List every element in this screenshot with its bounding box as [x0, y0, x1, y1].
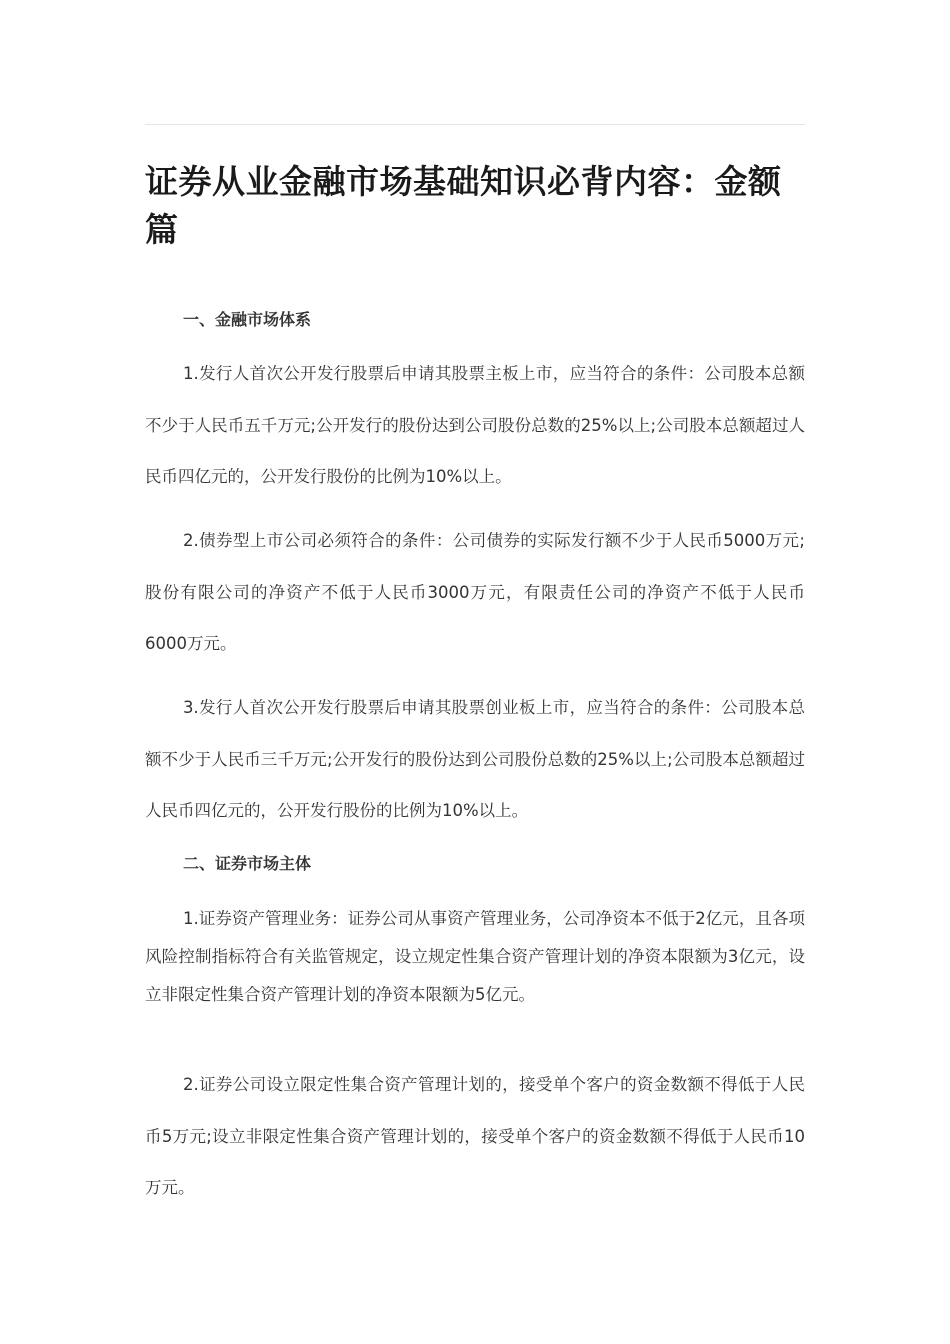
article-title: 证券从业金融市场基础知识必背内容：金额篇 — [145, 162, 782, 249]
paragraph-gem-listing: 3.发行人首次公开发行股票后申请其股票创业板上市，应当符合的条件：公司股本总额不少于人民币三千万元;公开发行的股份达到公司股份总数的25%以上;公司股本总额超过人民币四亿元的，公开发行股份的比例为10%以上。 — [145, 698, 805, 820]
section-heading-securities-market-entities: 二、证券市场主体 — [183, 854, 312, 873]
document-page — [145, 0, 805, 1344]
paragraph-main-board-listing: 1.发行人首次公开发行股票后申请其股票主板上市，应当符合的条件：公司股本总额不少于人民币五千万元;公开发行的股份达到公司股份总数的25%以上;公司股本总额超过人民币四亿元的，公开发行股份的比例为10%以上。 — [145, 364, 805, 486]
paragraph-asset-management-business: 1.证券资产管理业务：证券公司从事资产管理业务，公司净资本不低于2亿元，且各项风险控制指标符合有关监管规定，设立规定性集合资产管理计划的净资本限额为3亿元，设立非限定性集合资产管理计划的净资本限额为5亿元。 — [145, 909, 805, 1004]
top-divider — [145, 124, 805, 125]
paragraph-bond-listing: 2.债券型上市公司必须符合的条件：公司债券的实际发行额不少于人民币5000万元;股份有限公司的净资产不低于人民币3000万元，有限责任公司的净资产不低于人民币6000万元。 — [145, 531, 805, 653]
section-heading-financial-market-system: 一、金融市场体系 — [183, 310, 312, 329]
paragraph-collective-plan-minimum: 2.证券公司设立限定性集合资产管理计划的，接受单个客户的资金数额不得低于人民币5万元;设立非限定性集合资产管理计划的，接受单个客户的资金数额不得低于人民币10万元。 — [145, 1075, 805, 1197]
